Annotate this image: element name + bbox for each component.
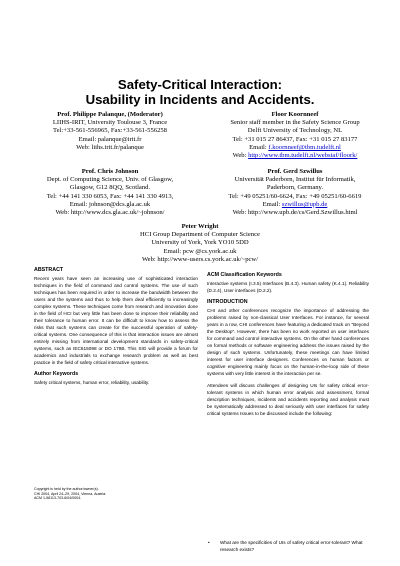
author-block-szwillus [200, 168, 390, 217]
author-block-johnson [20, 168, 200, 217]
paper-title-line-1: Safety-Critical Interaction: [117, 77, 283, 92]
introduction-heading: INTRODUCTION [207, 299, 248, 305]
author-web-link[interactable]: http://www.tbm.tudelft.nl/webstaf/floork/ [248, 152, 358, 160]
acm-classification-text: Interactive systems (I.3.5) Interfaces (B.4.3). Human safety (K.4.1). Reliability (D.2.4), User interfaces (D.2.2). [207, 281, 369, 293]
author-name: Peter Wright [181, 223, 219, 230]
author-email: Email: pcw @cs.york.ac.uk [163, 247, 237, 255]
email-prefix: Email: [249, 143, 269, 151]
author-name: Prof. Philippe Palanque, (Moderator) [57, 111, 163, 118]
author-keywords-text: Safety critical systems, human error, reliability, usability. [34, 380, 150, 385]
acm-classification-heading: ACM Classification Keywords [207, 272, 282, 278]
author-phone: Tel:+33-561-556965, Fax:+33-561-556258 [53, 127, 167, 135]
bullet-item [208, 539, 368, 553]
author-affiliation: Delft University of Technology, NL [247, 127, 343, 135]
author-email-link[interactable]: szwillus@upb.de [281, 200, 328, 208]
author-email-line [200, 144, 390, 152]
author-web: Web: liihs.irit.fr/palanque [76, 143, 144, 151]
author-block-wright [60, 223, 340, 264]
author-name: Prof. Gerd Szwillus [267, 168, 323, 175]
author-web-line [200, 152, 390, 160]
author-email: Email: palanque@irit.fr [78, 135, 142, 143]
author-affiliation: Dept. of Computing Science, Univ. of Glasgow, [46, 176, 174, 184]
paper-title-line-2: Usability in Incidents and Accidents. [85, 92, 315, 107]
author-keywords-heading: Author Keywords [34, 371, 79, 377]
author-affiliation: University of York, York YO10 5DD [151, 239, 249, 247]
author-email: Email: johnson@dcs.gla.ac.uk [69, 200, 151, 208]
copyright-notice [34, 487, 184, 501]
author-name: Floor Koornneef [271, 111, 319, 118]
copyright-line: CHI 2004, April 24–29, 2004, Vienna, Austria. [34, 491, 107, 496]
bullet-text: What are the specificities of UIs of safety critical error-tolerant? What research exists? [220, 540, 363, 552]
author-affiliation: HCI Group Department of Computer Science [140, 231, 260, 239]
attendees-text: Attendees will discuss challenges of designing UIs for safety critical error-tolerant systems in which human error analysis and assessment, formal description techniques, incidents and accidents reporting and analysis must be systematically addressed to deal seriously with user interfaces for safety critical systems Issues to be discussed include the following: [207, 383, 369, 416]
author-block-palanque [20, 111, 200, 152]
author-phone: Tel: +49 05251/60-6624, Fax: +49 05251/60-6619 [228, 192, 362, 200]
copyright-line: ACM 1-58113-703-6/04/0004. [34, 496, 82, 501]
author-affiliation: Glasgow, G12 8QQ, Scotland. [69, 184, 151, 192]
introduction-text: CHI and other conferences recognize the importance of addressing the problems raised by non-classical User Interfaces. For instance, for several years in a row, CHI conferences have featuring a dedicated track on "Beyond the Desktop". However, there has been no work reported on user interfaces for command and control interactive systems. On the other hand conferences on formal methods or software engineering address the issues raised by the design of such systems. Unfortunately, these meetings can have limited interest for user interface designers. Conferences on human factors or cognitive engineering mainly focus on the human-in-the-loop side of these systems with very little interest in the interaction per se. [207, 308, 369, 376]
author-name: Prof. Chris Johnson [81, 168, 139, 175]
abstract-text: Recent years have seen an increasing use of sophisticated interaction techniques in the field of command and control systems. The use of such techniques has been required in order to increase the bandwidth between the users and the systems and thus to help them deal efficiently to increasingly complex systems. These techniques come from research and innovation done in the field of HCI but very little has been done to improve their reliability and their tolerance to human error. It can be difficult to know how to assess the risks that such systems can create for the successful operation of safety-critical systems. One consequence of this is that interaction issues are almost entirely missing from international development standards in safety-critical systems, such as IEC615098 or DO 178B. This SIG will provide a forum for academics and industrials to exchange research problem as well as best practice in the field of safety critical interactive systems. [34, 276, 198, 365]
left-column [34, 267, 198, 391]
abstract-heading: ABSTRACT [34, 267, 64, 273]
author-phone: Tel: +31 015 27 86437, Fax: +31 015 27 83177 [232, 135, 358, 143]
right-column [207, 272, 369, 422]
email-prefix: Email: [262, 200, 282, 208]
author-phone: Tel: +44 141 330 6053, Fax: +44 141 330 4913, [46, 192, 174, 200]
web-prefix: Web: [232, 152, 249, 160]
author-affiliation: LIIHS-IRIT, University Toulouse 3, France [52, 119, 168, 127]
author-block-koornneef [200, 111, 390, 160]
author-affiliation: Paderborn, Germany. [266, 184, 324, 192]
author-web: Web: http://www-users.cs.york.ac.uk/~pcw/ [141, 255, 259, 263]
author-affiliation: Universität Paderborn, Institut für Informatik, [234, 176, 356, 184]
bullet-dot-icon: • [208, 540, 210, 545]
author-email-line [200, 201, 390, 209]
author-affiliation: Senior staff member in the Safety Science Group [230, 119, 360, 127]
copyright-line: Copyright is held by the author/owner(s). [34, 487, 99, 491]
author-web: Web: http://www.dcs.gla.ac.uk/~johnson/ [55, 209, 165, 217]
author-email-link[interactable]: f.koornneef@tbm.tudelft.nl [268, 143, 341, 151]
author-web: Web: http://www.upb.de/cs/Gerd.Szwillus.html [232, 209, 358, 217]
